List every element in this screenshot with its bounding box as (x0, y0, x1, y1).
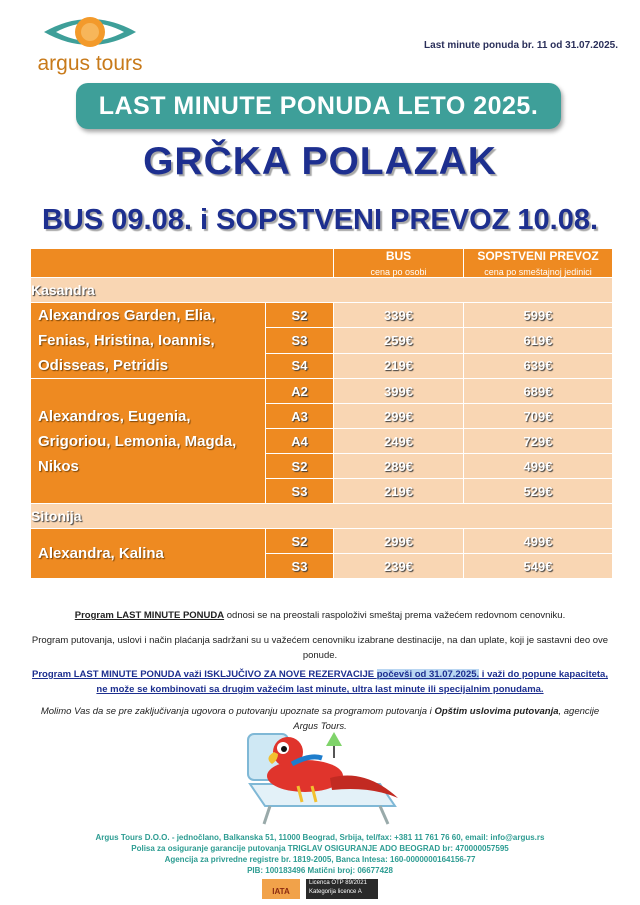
footer (20, 832, 620, 876)
license-badge (306, 879, 378, 899)
room-type: S3 (266, 328, 334, 353)
room-type: A4 (266, 429, 334, 454)
table-row (31, 303, 613, 328)
bus-price: 259€ (334, 328, 464, 353)
note-3-text-b: i važi do popune kapaciteta, ne može se kombinovati sa drugim važećim last minute, ultra last minute ili specijalnim ponudama. (96, 669, 608, 695)
section-row (31, 278, 613, 303)
brand-name: argus tours (37, 52, 143, 75)
own-price: 549€ (464, 554, 613, 579)
header-own-label: SOPSTVENI PREVOZ (477, 249, 599, 263)
header-own (464, 249, 613, 278)
footer-line-1: Argus Tours D.O.O. - jednočlano, Balkanska 51, 11000 Beograd, Srbija, tel/fax: +381 11 761 76 60, email: info@argus.rs (95, 833, 545, 842)
brand-logo (30, 12, 150, 74)
section-name: Kasandra (31, 278, 613, 303)
license-line-2: Kategorija licence A (309, 889, 362, 895)
own-price: 639€ (464, 353, 613, 378)
own-price: 599€ (464, 303, 613, 328)
own-price: 729€ (464, 429, 613, 454)
bus-price: 219€ (334, 353, 464, 378)
license-badges (262, 879, 382, 899)
footer-line-4: PIB: 100183496 Matični broj: 06677428 (247, 866, 393, 875)
room-type: S3 (266, 554, 334, 579)
own-price: 709€ (464, 404, 613, 429)
room-type: S2 (266, 529, 334, 554)
note-4-terms-link[interactable]: Opštim uslovima putovanja (434, 706, 559, 717)
room-type: A2 (266, 379, 334, 404)
note-4-text-a: Molimo Vas da se pre zaključivanja ugovora o putovanju upoznate sa programom putovanja i (40, 706, 435, 717)
bus-price: 239€ (334, 554, 464, 579)
bus-price: 339€ (334, 303, 464, 328)
footer-line-3: Agencija za privredne registre br. 1819-2005, Banca Intesa: 160-0000000164156-77 (164, 855, 476, 864)
header-empty (31, 249, 334, 278)
note-3 (30, 667, 610, 697)
section-name: Sitonija (31, 504, 613, 529)
bus-price: 219€ (334, 479, 464, 504)
note-1-link[interactable]: Program LAST MINUTE PONUDA (74, 610, 225, 621)
parrot-illustration (230, 728, 410, 826)
note-1-text: odnosi se na preostali raspoloživi smeštaj prema važećem redovnom cenovniku. (224, 610, 566, 621)
bus-price: 299€ (334, 404, 464, 429)
page-subtitle: BUS 09.08. i SOPSTVENI PREVOZ 10.08. (41, 204, 599, 236)
header-bus-sub: cena po osobi (370, 267, 427, 277)
bus-price: 289€ (334, 454, 464, 479)
iata-badge: IATA (262, 879, 300, 899)
room-type: S2 (266, 454, 334, 479)
note-4-text-c: , agencije Argus Tours. (293, 706, 600, 732)
page-title: GRČKA POLAZAK (143, 140, 497, 183)
own-price: 529€ (464, 479, 613, 504)
license-line-1: Licenca OTP 89/2021 (309, 880, 367, 886)
table-header (31, 249, 613, 278)
hotel-list: Alexandra, Kalina (31, 529, 266, 579)
eye-logo-icon (42, 12, 138, 52)
own-price: 619€ (464, 328, 613, 353)
header-bus (334, 249, 464, 278)
footer-line-2: Polisa za osiguranje garancije putovanja TRIGLAV OSIGURANJE ADO BEOGRAD br: 470000057595 (131, 844, 509, 853)
room-type: S4 (266, 353, 334, 378)
own-price: 499€ (464, 529, 613, 554)
bus-price: 299€ (334, 529, 464, 554)
bus-price: 399€ (334, 379, 464, 404)
header-own-sub: cena po smeštajnoj jedinici (484, 267, 592, 277)
header-bus-label: BUS (385, 249, 412, 263)
note-3-highlight: počevši od 31.07.2025. (376, 669, 480, 680)
own-price: 689€ (464, 379, 613, 404)
room-type: A3 (266, 404, 334, 429)
price-table (30, 248, 613, 579)
note-2: Program putovanja, uslovi i način plaćanja sadržani su u važećem cenovniku izabrane destinacije, na dan uplate, koji je sastavni deo ove ponude. (31, 635, 609, 661)
room-type: S3 (266, 479, 334, 504)
hotel-list: Alexandros, Eugenia, Grigoriou, Lemonia, Magda, Nikos (31, 379, 266, 504)
banner: LAST MINUTE PONUDA LETO 2025. (76, 83, 561, 129)
own-price: 499€ (464, 454, 613, 479)
bus-price: 249€ (334, 429, 464, 454)
room-type: S2 (266, 303, 334, 328)
table-row (31, 529, 613, 554)
table-row (31, 379, 613, 404)
note-3-text-a: Program LAST MINUTE PONUDA važi ISKLJUČIVO ZA NOVE REZERVACIJE (32, 669, 377, 680)
note-1 (30, 608, 610, 623)
hotel-list: Alexandros Garden, Elia, Fenias, Hristina, Ioannis, Odisseas, Petridis (31, 303, 266, 379)
section-row (31, 504, 613, 529)
offer-number: Last minute ponuda br. 11 od 31.07.2025. (424, 40, 618, 51)
